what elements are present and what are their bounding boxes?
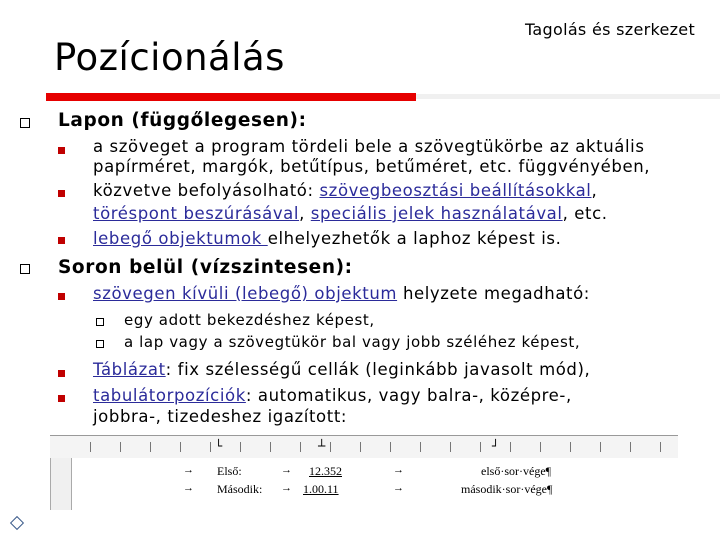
tab-arrow-icon: →: [281, 464, 292, 476]
subitem-text: egy adott bekezdéshez képest,: [124, 311, 375, 329]
diamond-icon: [10, 516, 24, 530]
right-tab-stop-icon[interactable]: ┘: [492, 439, 500, 453]
tab-arrow-icon: →: [393, 482, 404, 494]
link-specialis-jelek[interactable]: speciális jelek használatával: [310, 204, 563, 223]
section-heading-horizontal: Soron belül (vízszintesen):: [58, 257, 353, 278]
horizontal-ruler[interactable]: [50, 435, 678, 459]
square-bullet-icon: [58, 237, 65, 244]
item-text: a szöveget a program tördeli bele a szövegtükörbe az aktuális: [93, 137, 645, 156]
tab-arrow-icon: →: [183, 482, 194, 494]
item-text-plain: elhelyezhetők a laphoz képest is.: [267, 229, 562, 248]
subitem-text: a lap vagy a szövegtükör bal vagy jobb széléhez képest,: [124, 333, 581, 351]
square-bullet-icon: [58, 190, 65, 197]
row-right-text: második·sor·vége¶: [461, 482, 553, 496]
hollow-bullet-icon: [96, 340, 104, 348]
row-value: 12.352: [309, 464, 342, 478]
section-heading-vertical: Lapon (függőlegesen):: [58, 110, 307, 131]
item-text: [93, 284, 590, 304]
hollow-bullet-icon: [96, 318, 104, 326]
item-text: [93, 386, 572, 406]
separator: ,: [591, 181, 598, 200]
item-text-plain: helyzete megadható:: [397, 284, 590, 303]
document-area[interactable]: [50, 458, 679, 510]
tab-arrow-icon: →: [281, 482, 292, 494]
link-szovegen-kivuli[interactable]: szövegen kívüli (lebegő) objektum: [93, 284, 398, 303]
item-text: [93, 181, 597, 201]
item-text: [93, 229, 561, 249]
item-text-plain: közvetve befolyásolható:: [93, 181, 320, 200]
left-tab-stop-icon[interactable]: └: [215, 439, 223, 453]
square-bullet-icon: [58, 370, 65, 377]
row-value: 1.00.11: [303, 482, 339, 496]
item-text: jobbra-, tizedeshez igazított:: [93, 407, 348, 426]
hollow-bullet-icon: [20, 118, 30, 128]
square-bullet-icon: [58, 147, 65, 154]
slide-title: Pozícionálás: [54, 36, 285, 79]
link-szovegbeosztasi[interactable]: szövegbeosztási beállításokkal: [319, 181, 592, 200]
separator: ,: [299, 204, 311, 223]
square-bullet-icon: [58, 293, 65, 300]
row-label: Első:: [217, 464, 242, 478]
row-label: Második:: [217, 482, 263, 496]
link-tabulatorpoziciok[interactable]: tabulátorpozíciók: [93, 386, 246, 405]
tab-arrow-icon: →: [183, 464, 194, 476]
topic-label: Tagolás és szerkezet: [525, 20, 696, 39]
tab-arrow-icon: →: [393, 464, 404, 476]
item-text: [93, 360, 590, 380]
item-text: [93, 204, 608, 224]
item-text: papírméret, margók, betűtípus, betűméret, etc. függvényében,: [93, 157, 651, 176]
item-text-plain: , etc.: [562, 204, 608, 223]
link-lebego-objektumok[interactable]: lebegő objektumok: [93, 229, 268, 248]
title-underline: [46, 93, 416, 101]
hollow-bullet-icon: [20, 264, 30, 274]
title-underline-shadow: [416, 94, 720, 99]
link-tablazat[interactable]: Táblázat: [93, 360, 166, 379]
row-right-text: első·sor·vége¶: [481, 464, 552, 478]
vertical-ruler[interactable]: [51, 458, 72, 510]
link-torespont[interactable]: töréspont beszúrásával: [93, 204, 300, 223]
square-bullet-icon: [58, 395, 65, 402]
decimal-tab-stop-icon[interactable]: ┴: [318, 439, 326, 453]
item-text-plain: : automatikus, vagy balra-, középre-,: [245, 386, 572, 405]
item-text-plain: : fix szélességű cellák (leginkább javasolt mód),: [165, 360, 591, 379]
